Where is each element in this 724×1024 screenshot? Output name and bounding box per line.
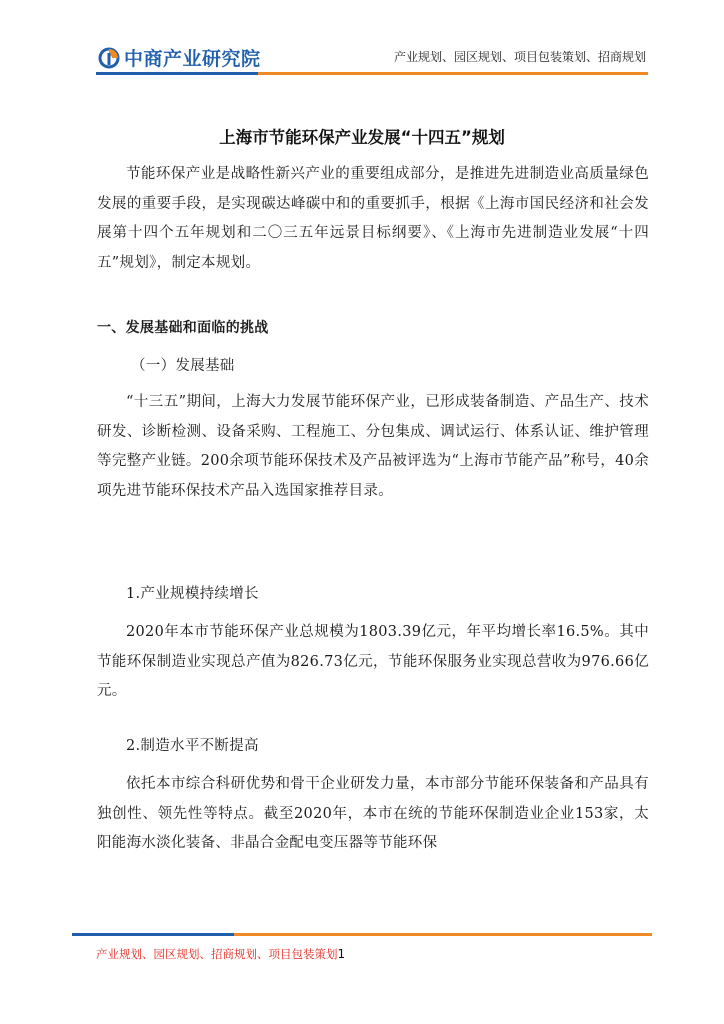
intro-paragraph: [97, 160, 649, 278]
item-heading-text: 1.产业规模持续增长: [126, 586, 259, 602]
paragraph-text: 2020年本市节能环保产业总规模为1803.39亿元，年平均增长率16.5%。其中节能环保制造业实现总产值为826.73亿元，节能环保服务业实现总营收为976.66亿元。: [97, 624, 649, 699]
basis-paragraph: [97, 388, 649, 506]
page-number: 1: [337, 947, 346, 961]
item-heading: [97, 732, 649, 762]
section-heading: 一、发展基础和面临的挑战: [97, 320, 269, 336]
manufacturing-paragraph: [97, 770, 649, 859]
item-heading: [97, 580, 649, 610]
logo-icon: [98, 47, 120, 69]
paragraph-text: 依托本市综合科研优势和骨干企业研发力量，本市部分节能环保装备和产品具有独创性、领先性等特点。截至2020年，本市在统的节能环保制造业企业153家，太阳能海水淡化装备、非晶合金配电变压器等节能环保: [97, 776, 649, 851]
document-title: 上海市节能环保产业发展“十四五”规划: [219, 128, 505, 147]
logo-text: 中商产业研究院: [124, 48, 261, 70]
footer-rule-blue: [72, 933, 234, 936]
scale-paragraph: [97, 618, 649, 707]
header-rule-blue: [96, 72, 258, 75]
subsection-heading: [97, 352, 649, 382]
subsection-heading-text: （一）发展基础: [131, 358, 235, 374]
company-logo: [98, 44, 261, 71]
paragraph-text: “十三五”期间，上海大力发展节能环保产业，已形成装备制造、产品生产、技术研发、诊断检测、设备采购、工程施工、分包集成、调试运行、体系认证、维护管理等完整产业链。200余项节能环保技术及产品被评选为“上海市节能产品”称号，40余项先进节能环保技术产品入选国家推荐目录。: [97, 394, 649, 499]
footer-slogan: 产业规划、园区规划、招商规划、项目包装策划: [96, 947, 338, 961]
header-slogan: 产业规划、园区规划、项目包装策划、招商规划: [393, 50, 646, 64]
header-rule-orange: [258, 72, 648, 75]
page-footer: [96, 946, 345, 962]
page-header: [0, 0, 724, 82]
paragraph-text: 节能环保产业是战略性新兴产业的重要组成部分，是推进先进制造业高质量绿色发展的重要手段，是实现碳达峰碳中和的重要抓手，根据《上海市国民经济和社会发展第十四个五年规划和二〇三五年远景目标纲要》、《上海市先进制造业发展“十四五”规划》，制定本规划。: [97, 166, 649, 271]
footer-rule-orange: [234, 933, 652, 936]
item-heading-text: 2.制造水平不断提高: [126, 738, 259, 754]
